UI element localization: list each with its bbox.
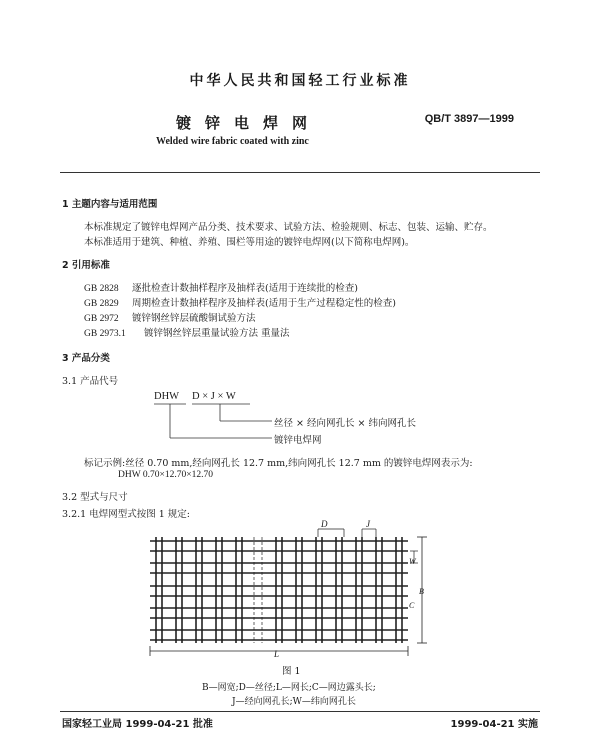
reference-text: 镀锌钢丝锌层硫酸铜试验方法: [132, 313, 256, 324]
reference-code: GB 2972: [84, 314, 119, 324]
figure-label-c: C: [409, 601, 415, 610]
figure-label-d: D: [321, 519, 328, 529]
section-3-heading: 3 产品分类: [62, 353, 110, 364]
figure-caption: 图 1: [282, 666, 301, 677]
product-code-dimensions: D × J × W: [192, 391, 236, 402]
marking-example-code: DHW 0.70×12.70×12.70: [118, 470, 213, 480]
org-header: 中华人民共和国轻工行业标准: [189, 73, 411, 89]
marking-example: 标记示例:丝径 0.70 mm,经向网孔长 12.7 mm,纬向网孔长 12.7 mm 的镀锌电焊网表示为:: [84, 458, 473, 469]
reference-code: GB 2973.1: [84, 329, 126, 339]
reference-text: 周期检查计数抽样程序及抽样表(适用于生产过程稳定性的检查): [132, 298, 396, 309]
standard-number: QB/T 3897—1999: [424, 113, 514, 125]
document-title: 镀锌电焊网: [176, 114, 322, 132]
code-legend-product: 镀锌电焊网: [274, 435, 322, 446]
figure-legend-line-2: J—经向网孔长;W—纬向网孔长: [232, 697, 356, 707]
reference-code: GB 2828: [84, 284, 119, 294]
reference-text: 逐批检查计数抽样程序及抽样表(适用于连续批的检查): [132, 283, 358, 294]
english-title: Welded wire fabric coated with zinc: [156, 136, 309, 147]
subsection-3-1-heading: 3.1 产品代号: [62, 376, 119, 387]
product-code-prefix: DHW: [154, 391, 180, 402]
figure-label-l: L: [274, 649, 280, 659]
effective-date: 1999-04-21 实施: [450, 719, 538, 730]
section-1-paragraph-2: 本标准适用于建筑、种植、养殖、围栏等用途的镀锌电焊网(以下简称电焊网)。: [84, 237, 415, 248]
section-1-heading: 1 主题内容与适用范围: [62, 199, 158, 210]
footer-divider: [60, 711, 540, 712]
figure-legend-line-1: B—网宽;D—丝径;L—网长;C—网边露头长;: [202, 683, 376, 693]
subsection-3-2-1-heading: 3.2.1 电焊网型式按图 1 规定:: [62, 509, 190, 520]
code-legend-dimensions: 丝径 × 经向网孔长 × 纬向网孔长: [274, 418, 416, 429]
figure-label-w: W: [409, 557, 416, 566]
section-2-heading: 2 引用标准: [62, 260, 110, 271]
section-1-paragraph-1: 本标准规定了镀锌电焊网产品分类、技术要求、试验方法、检验规则、标志、包装、运输、贮存。: [84, 222, 493, 233]
approval-date: 国家轻工业局 1999-04-21 批准: [62, 719, 213, 730]
figure-label-b: B: [419, 587, 424, 596]
subsection-3-2-heading: 3.2 型式与尺寸: [62, 492, 128, 503]
reference-text: 镀锌钢丝锌层重量试验方法 重量法: [144, 328, 290, 339]
figure-label-j: J: [366, 519, 370, 529]
reference-code: GB 2829: [84, 299, 119, 309]
